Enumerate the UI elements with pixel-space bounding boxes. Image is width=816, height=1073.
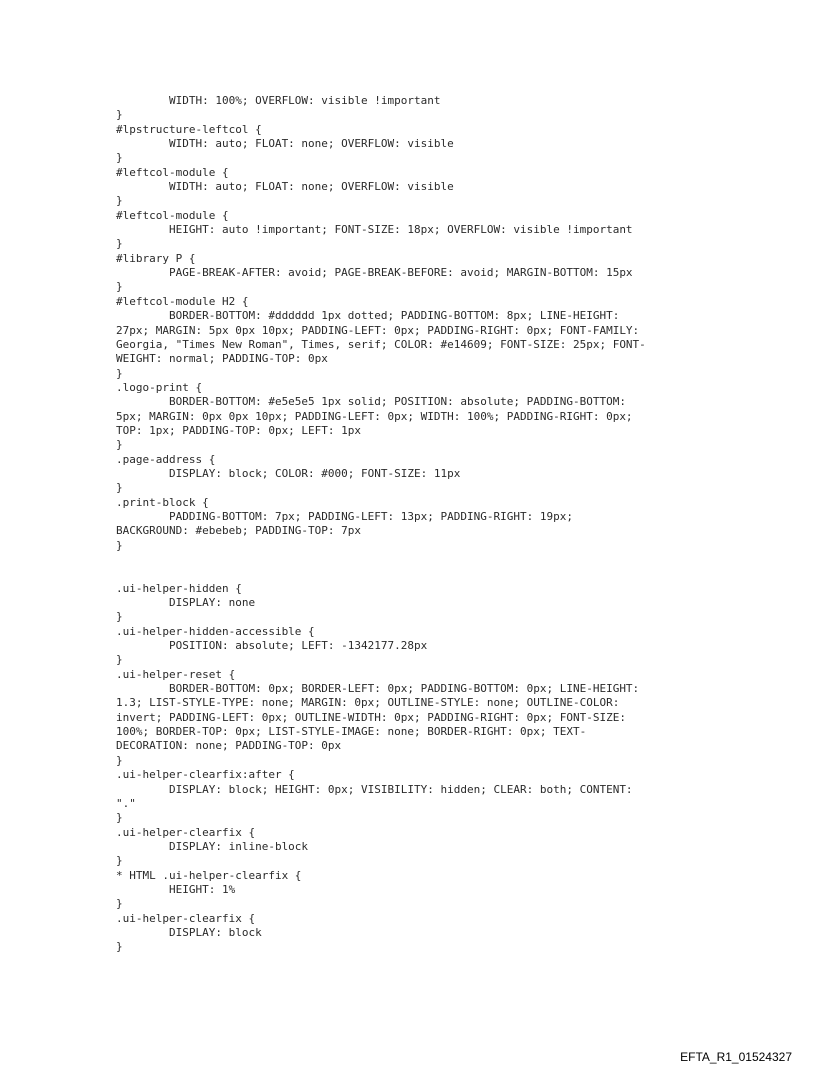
code-line: #leftcol-module { bbox=[116, 165, 229, 179]
code-line: #leftcol-module { bbox=[116, 208, 229, 222]
code-line: WIDTH: auto; FLOAT: none; OVERFLOW: visible bbox=[116, 137, 454, 151]
code-line: .page-address { bbox=[116, 452, 216, 466]
code-line: .print-block { bbox=[116, 495, 209, 509]
code-line: } bbox=[116, 194, 123, 208]
code-line: .ui-helper-clearfix { bbox=[116, 825, 256, 839]
code-line: BACKGROUND: #ebebeb; PADDING-TOP: 7px bbox=[116, 524, 362, 538]
code-line: WIDTH: auto; FLOAT: none; OVERFLOW: visible bbox=[116, 180, 454, 194]
code-line: #lpstructure-leftcol { bbox=[116, 122, 262, 136]
code-line: TOP: 1px; PADDING-TOP: 0px; LEFT: 1px bbox=[116, 423, 362, 437]
code-line: } bbox=[116, 366, 123, 380]
code-line bbox=[116, 553, 726, 567]
code-line: #library P { bbox=[116, 251, 196, 265]
code-line: } bbox=[116, 940, 123, 954]
code-line: HEIGHT: 1% bbox=[116, 882, 236, 896]
code-line: .ui-helper-clearfix:after { bbox=[116, 768, 295, 782]
code-line: PAGE-BREAK-AFTER: avoid; PAGE-BREAK-BEFORE: avoid; MARGIN-BOTTOM: 15px bbox=[116, 266, 633, 280]
code-line bbox=[116, 567, 726, 581]
code-line: DECORATION: none; PADDING-TOP: 0px bbox=[116, 739, 342, 753]
code-line: } bbox=[116, 438, 123, 452]
code-line: "." bbox=[116, 796, 136, 810]
code-line: 100%; BORDER-TOP: 0px; LIST-STYLE-IMAGE: none; BORDER-RIGHT: 0px; TEXT- bbox=[116, 725, 587, 739]
code-line: DISPLAY: block; HEIGHT: 0px; VISIBILITY: hidden; CLEAR: both; CONTENT: bbox=[116, 782, 633, 796]
code-line: } bbox=[116, 280, 123, 294]
code-line: } bbox=[116, 653, 123, 667]
code-line: DISPLAY: block bbox=[116, 925, 262, 939]
code-line: } bbox=[116, 897, 123, 911]
code-line: } bbox=[116, 538, 123, 552]
code-line: } bbox=[116, 237, 123, 251]
code-line: 27px; MARGIN: 5px 0px 10px; PADDING-LEFT: 0px; PADDING-RIGHT: 0px; FONT-FAMILY: bbox=[116, 323, 640, 337]
code-line: BORDER-BOTTOM: #dddddd 1px dotted; PADDING-BOTTOM: 8px; LINE-HEIGHT: bbox=[116, 309, 620, 323]
code-line: } bbox=[116, 610, 123, 624]
code-line: .ui-helper-reset { bbox=[116, 667, 236, 681]
code-line: * HTML .ui-helper-clearfix { bbox=[116, 868, 302, 882]
code-line: #leftcol-module H2 { bbox=[116, 294, 249, 308]
code-line: DISPLAY: inline-block bbox=[116, 839, 309, 853]
code-line: WEIGHT: normal; PADDING-TOP: 0px bbox=[116, 352, 328, 366]
code-line: } bbox=[116, 481, 123, 495]
code-line: 5px; MARGIN: 0px 0px 10px; PADDING-LEFT: 0px; WIDTH: 100%; PADDING-RIGHT: 0px; bbox=[116, 409, 633, 423]
code-line: BORDER-BOTTOM: #e5e5e5 1px solid; POSITION: absolute; PADDING-BOTTOM: bbox=[116, 395, 626, 409]
code-listing bbox=[116, 94, 726, 955]
code-line: 1.3; LIST-STYLE-TYPE: none; MARGIN: 0px; OUTLINE-STYLE: none; OUTLINE-COLOR: bbox=[116, 696, 620, 710]
code-line: } bbox=[116, 753, 123, 767]
code-line: } bbox=[116, 108, 123, 122]
code-line: .ui-helper-hidden { bbox=[116, 581, 242, 595]
code-line: Georgia, "Times New Roman", Times, serif; COLOR: #e14609; FONT-SIZE: 25px; FONT- bbox=[116, 337, 646, 351]
code-line: } bbox=[116, 854, 123, 868]
code-line: BORDER-BOTTOM: 0px; BORDER-LEFT: 0px; PADDING-BOTTOM: 0px; LINE-HEIGHT: bbox=[116, 682, 640, 696]
code-line: } bbox=[116, 151, 123, 165]
code-line: } bbox=[116, 811, 123, 825]
code-line: DISPLAY: block; COLOR: #000; FONT-SIZE: 11px bbox=[116, 466, 461, 480]
code-line: WIDTH: 100%; OVERFLOW: visible !important bbox=[116, 94, 441, 107]
code-line: .ui-helper-hidden-accessible { bbox=[116, 624, 315, 638]
code-line: HEIGHT: auto !important; FONT-SIZE: 18px; OVERFLOW: visible !important bbox=[116, 223, 633, 237]
code-line: POSITION: absolute; LEFT: -1342177.28px bbox=[116, 639, 428, 653]
code-line: invert; PADDING-LEFT: 0px; OUTLINE-WIDTH: 0px; PADDING-RIGHT: 0px; FONT-SIZE: bbox=[116, 710, 626, 724]
document-id-label: EFTA_R1_01524327 bbox=[680, 1050, 792, 1064]
code-line: .ui-helper-clearfix { bbox=[116, 911, 256, 925]
code-line: .logo-print { bbox=[116, 380, 203, 394]
code-line: PADDING-BOTTOM: 7px; PADDING-LEFT: 13px; PADDING-RIGHT: 19px; bbox=[116, 509, 573, 523]
code-line: DISPLAY: none bbox=[116, 596, 256, 610]
